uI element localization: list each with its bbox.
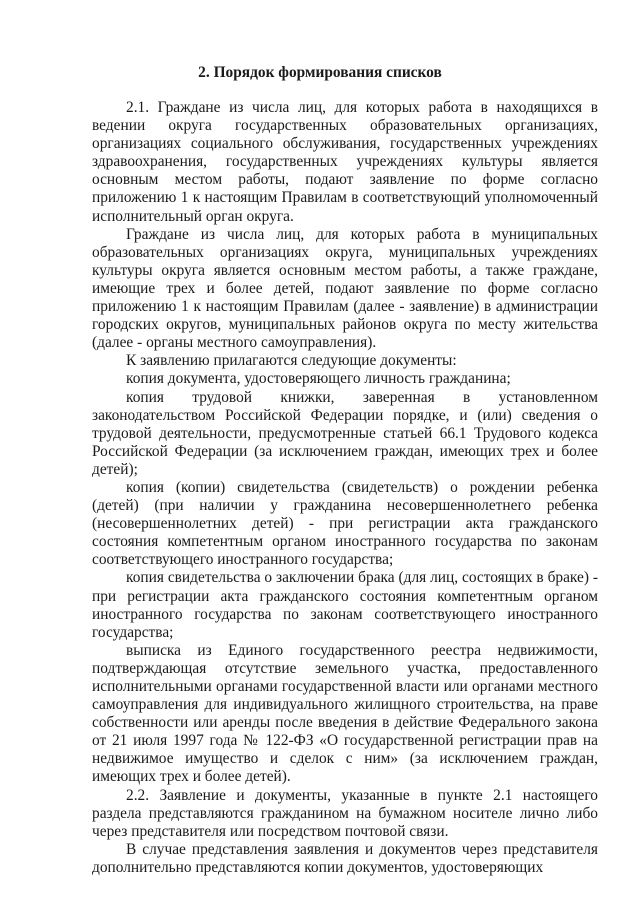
document-body xyxy=(92,99,598,877)
list-item-marriage-certificate: копия свидетельства о заключении брака (для лиц, состоящих в браке) - при регистрации акта гражданского состояния компетентным органом иностранного государства по законам соответствующего иностранного государства; xyxy=(92,569,598,641)
section-heading: 2. Порядок формирования списков xyxy=(198,64,442,81)
paragraph-2-1: 2.1. Граждане из числа лиц, для которых работа в находящихся в ведении округа государственных образовательных организациях, организациях социального обслуживания, государственных учреждениях здравоохранения, государственных учреждениях культуры является основным местом работы, подают заявление по форме согласно приложению 1 к настоящим Правилам в соответствующий уполномоченный исполнительный орган округа. xyxy=(92,99,598,225)
list-item-registry-extract: выписка из Единого государственного реестра недвижимости, подтверждающая отсутствие земельного участка, предоставленного исполнительными органами государственной власти или органами местного самоуправления для индивидуального жилищного строительства, на праве собственности или аренды после введения в действие Федерального закона от 21 июля 1997 года № 122-ФЗ «О государственной регистрации прав на недвижимое имущество и сделок с ним» (за исключением граждан, имеющих трех и более детей). xyxy=(92,641,598,786)
list-item-identity-copy: копия документа, удостоверяющего личность гражданина; xyxy=(126,370,511,388)
list-item-birth-certificate: копия (копии) свидетельства (свидетельств) о рождении ребенка (детей) (при наличии у гражданина несовершеннолетнего ребенка (несовершеннолетних детей) - при регистрации акта гражданского состояния компетентным органом иностранного государства по законам соответствующего иностранного государства; xyxy=(92,478,598,569)
paragraph-2-2: 2.2. Заявление и документы, указанные в пункте 2.1 настоящего раздела представляются гражданином на бумажном носителе лично либо через представителя или посредством почтовой связи. xyxy=(92,786,598,840)
paragraph-representative: В случае представления заявления и документов через представителя дополнительно представляются копии документов, удостоверяющих xyxy=(92,840,598,876)
list-item-work-book: копия трудовой книжки, заверенная в установленном законодательством Российской Федерации порядке, и (или) сведения о трудовой деятельности, предусмотренные статьей 66.1 Трудового кодекса Российской Федерации (за исключением граждан, имеющих трех и более детей); xyxy=(92,388,598,478)
paragraph-documents-intro: К заявлению прилагаются следующие документы: xyxy=(126,352,457,370)
paragraph-municipal: Граждане из числа лиц, для которых работа в муниципальных образовательных организациях округа, муниципальных учреждениях культуры округа является основным местом работы, а также граждане, имеющие трех и более детей, подают заявление по форме согласно приложению 1 к настоящим Правилам (далее - заявление) в администрации городских округов, муниципальных районов округа по месту жительства (далее - органы местного самоуправления). xyxy=(92,225,598,352)
